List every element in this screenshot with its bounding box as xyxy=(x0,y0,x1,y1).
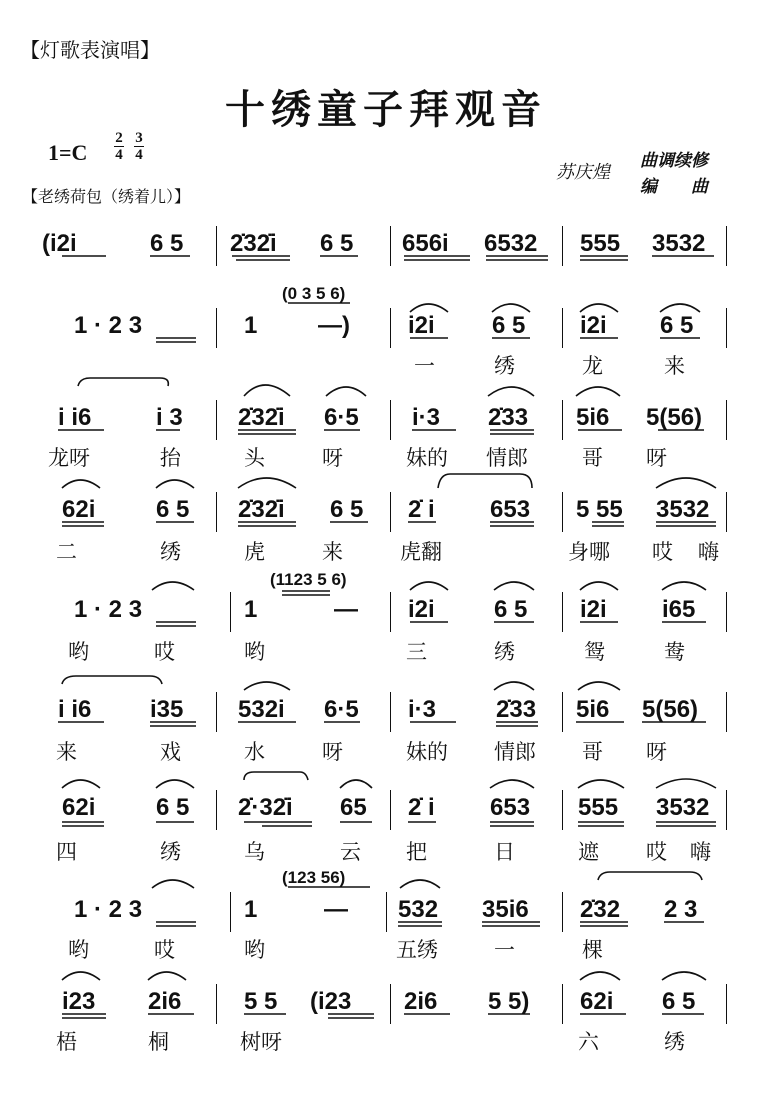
intro-annotation: (123 56) xyxy=(282,868,346,887)
lyric: 龙 xyxy=(582,354,603,378)
slur xyxy=(62,772,716,788)
note-group: 5(56) xyxy=(646,404,703,431)
intro-annotation: (1123 5 6) xyxy=(270,570,347,589)
lyric: 戏 xyxy=(160,740,181,764)
note-group: 2i6 xyxy=(404,988,438,1015)
note-group: 6 5 xyxy=(150,230,184,257)
note-group: 555 xyxy=(578,794,619,821)
beam-line xyxy=(62,1014,704,1018)
note-group: 2̇ i xyxy=(408,794,435,821)
slur xyxy=(152,582,706,590)
lyric: 哎 xyxy=(154,938,175,962)
note-group: i65 xyxy=(662,596,696,623)
lyric: 遮 xyxy=(578,840,599,864)
note-group: 2 3 xyxy=(664,896,698,923)
note-group: 3532 xyxy=(652,230,706,257)
lyric: 鸳 xyxy=(584,640,605,664)
lyric: 龙呀 xyxy=(48,446,90,470)
lyric: 梧 xyxy=(56,1030,77,1054)
note-group: i2i xyxy=(408,596,435,623)
beam-line xyxy=(156,303,700,342)
note-group: 6 5 xyxy=(662,988,696,1015)
lyric: 绣 xyxy=(494,640,515,664)
lyric: 妹的 xyxy=(406,446,448,470)
time-signature-b: 3 4 xyxy=(135,130,143,163)
lyric: 呀 xyxy=(322,446,343,470)
note-group: 5i6 xyxy=(576,696,610,723)
lyric: 哟 xyxy=(68,938,89,962)
note-group: 653 xyxy=(490,496,531,523)
note-group: i i6 xyxy=(58,696,92,723)
beam-line xyxy=(156,887,704,926)
beam-line xyxy=(62,522,716,526)
slur xyxy=(78,378,620,396)
note-group: 62i xyxy=(580,988,614,1015)
lyric: 一 xyxy=(494,938,515,962)
note-group: i 3 xyxy=(156,404,183,431)
lyric: 绣 xyxy=(160,540,181,564)
note-group: (i23 xyxy=(310,988,352,1015)
lyric: 云 xyxy=(340,840,361,864)
lyric: 哥 xyxy=(582,446,603,470)
beam-line xyxy=(58,722,706,726)
lyric: 桐 xyxy=(148,1030,169,1054)
note-group: (i2i xyxy=(42,230,77,257)
key-signature: 1=C xyxy=(48,140,88,165)
note-group: 1 xyxy=(244,896,258,923)
credit-line-2: 编 曲 xyxy=(640,177,708,197)
note-group: 35i6 xyxy=(482,896,529,923)
note-group: 62i xyxy=(62,496,96,523)
note-group: 5 55 xyxy=(576,496,623,523)
beam-line xyxy=(62,256,714,260)
lyric: 身哪 xyxy=(568,540,610,564)
slur xyxy=(62,972,706,980)
note-group: 2̇ i xyxy=(408,496,435,523)
lyric: 二 xyxy=(56,540,77,564)
lyric: 四 xyxy=(56,840,77,864)
note-group: 6 5 xyxy=(320,230,354,257)
note-group: 532 xyxy=(398,896,439,923)
lyric: 哎 xyxy=(154,640,175,664)
note-group: 6 5 xyxy=(330,496,364,523)
note-group: 6·5 xyxy=(324,696,359,723)
note-group: 2̇32̇i xyxy=(238,404,285,431)
lyric: 嗨 xyxy=(698,540,719,564)
note-group: 2̇32 xyxy=(580,896,621,923)
lyric: 哟 xyxy=(68,640,89,664)
lyric: 呀 xyxy=(322,740,343,764)
lyric: 五绣 xyxy=(396,938,438,962)
note-group: 555 xyxy=(580,230,621,257)
note-group: 1 xyxy=(244,312,258,339)
time-signature-a: 2 4 xyxy=(115,130,123,163)
lyric: 哥 xyxy=(582,740,603,764)
lyric: 鸯 xyxy=(664,640,685,664)
note-group: 1 · 2 3 xyxy=(74,896,143,923)
note-group: 5 5 xyxy=(244,988,278,1015)
lyric: 三 xyxy=(406,640,427,664)
lyric: 嗨 xyxy=(690,840,711,864)
note-group: i2i xyxy=(408,312,435,339)
note-group: 6 5 xyxy=(492,312,526,339)
note-group: 1 xyxy=(244,596,258,623)
credit-line-1: 曲调续修 xyxy=(640,151,708,171)
note-group: 3532 xyxy=(656,794,710,821)
note-group: 2̇33 xyxy=(488,404,529,431)
lyric: 哟 xyxy=(244,938,265,962)
note-group: i35 xyxy=(150,696,184,723)
note-group: 6 5 xyxy=(494,596,528,623)
lyric: 把 xyxy=(406,840,427,864)
note-group: 5(56) xyxy=(642,696,699,723)
beam-line xyxy=(62,822,716,826)
note-group: i i6 xyxy=(58,404,92,431)
lyric: 树呀 xyxy=(240,1030,282,1054)
lyric: 来 xyxy=(322,540,343,564)
tune-name: 【老绣荷包（绣着儿）】 xyxy=(22,187,191,206)
lyric: 水 xyxy=(244,740,265,764)
note-group: 1 · 2 3 xyxy=(74,596,143,623)
note-group: 653 xyxy=(490,794,531,821)
lyric: 绣 xyxy=(160,840,181,864)
lyric: 哎 xyxy=(652,540,673,564)
lyric: 情郎 xyxy=(486,446,528,470)
note-group: i2i xyxy=(580,596,607,623)
composer-name: 苏庆煌 xyxy=(556,162,610,183)
note-group: i·3 xyxy=(412,404,441,431)
beam-line xyxy=(156,591,706,626)
lyric: 绣 xyxy=(664,1030,685,1054)
lyric: 抬 xyxy=(160,446,181,470)
lyric: 哟 xyxy=(244,640,265,664)
lyric: 虎 xyxy=(244,540,265,564)
note-group: 2̇32̇i xyxy=(230,230,277,257)
note-group: 6 5 xyxy=(156,794,190,821)
lyric: 头 xyxy=(244,446,265,470)
note-group: 5 5) xyxy=(488,988,530,1015)
note-group: 2̇·32̇i xyxy=(238,794,293,821)
lyric: 呀 xyxy=(646,446,667,470)
intro-annotation: (0 3 5 6) xyxy=(282,284,346,303)
lyric: 乌 xyxy=(244,840,265,864)
lyric: 来 xyxy=(56,740,77,764)
note-group: i2i xyxy=(580,312,607,339)
note-group: 2̇32̇i xyxy=(238,496,285,523)
slur xyxy=(62,474,716,488)
lyric: 一 xyxy=(414,354,435,378)
slur xyxy=(410,304,700,312)
note-group: — xyxy=(324,896,348,923)
note-group: 656i xyxy=(402,230,449,257)
lyric: 妹的 xyxy=(406,740,448,764)
lyric: 情郎 xyxy=(494,740,536,764)
note-group: 532i xyxy=(238,696,285,723)
song-title: 十绣童子拜观音 xyxy=(225,86,547,133)
note-group: 1 · 2 3 xyxy=(74,312,143,339)
slur xyxy=(62,676,620,690)
note-group: 6532 xyxy=(484,230,538,257)
note-group: —) xyxy=(318,312,350,339)
note-group: — xyxy=(334,596,358,623)
note-group: 6 5 xyxy=(660,312,694,339)
note-group: i·3 xyxy=(408,696,437,723)
note-group: 6·5 xyxy=(324,404,359,431)
lyric: 日 xyxy=(494,840,515,864)
note-group: i23 xyxy=(62,988,96,1015)
note-group: 5i6 xyxy=(576,404,610,431)
lyric: 呀 xyxy=(646,740,667,764)
lyric: 虎翻 xyxy=(400,540,442,564)
note-group: 62i xyxy=(62,794,96,821)
beam-line xyxy=(58,430,704,434)
note-group: 3532 xyxy=(656,496,710,523)
note-group: 2̇33 xyxy=(496,696,537,723)
lyric: 哎 xyxy=(646,840,667,864)
note-group: 2i6 xyxy=(148,988,182,1015)
lyric: 绣 xyxy=(494,354,515,378)
note-group: 65 xyxy=(340,794,367,821)
lyric: 来 xyxy=(664,354,685,378)
lyric: 六 xyxy=(578,1030,599,1054)
lyric: 棵 xyxy=(582,938,603,962)
slur xyxy=(152,872,702,888)
note-group: 6 5 xyxy=(156,496,190,523)
genre-label: 【灯歌表演唱】 xyxy=(20,38,160,62)
